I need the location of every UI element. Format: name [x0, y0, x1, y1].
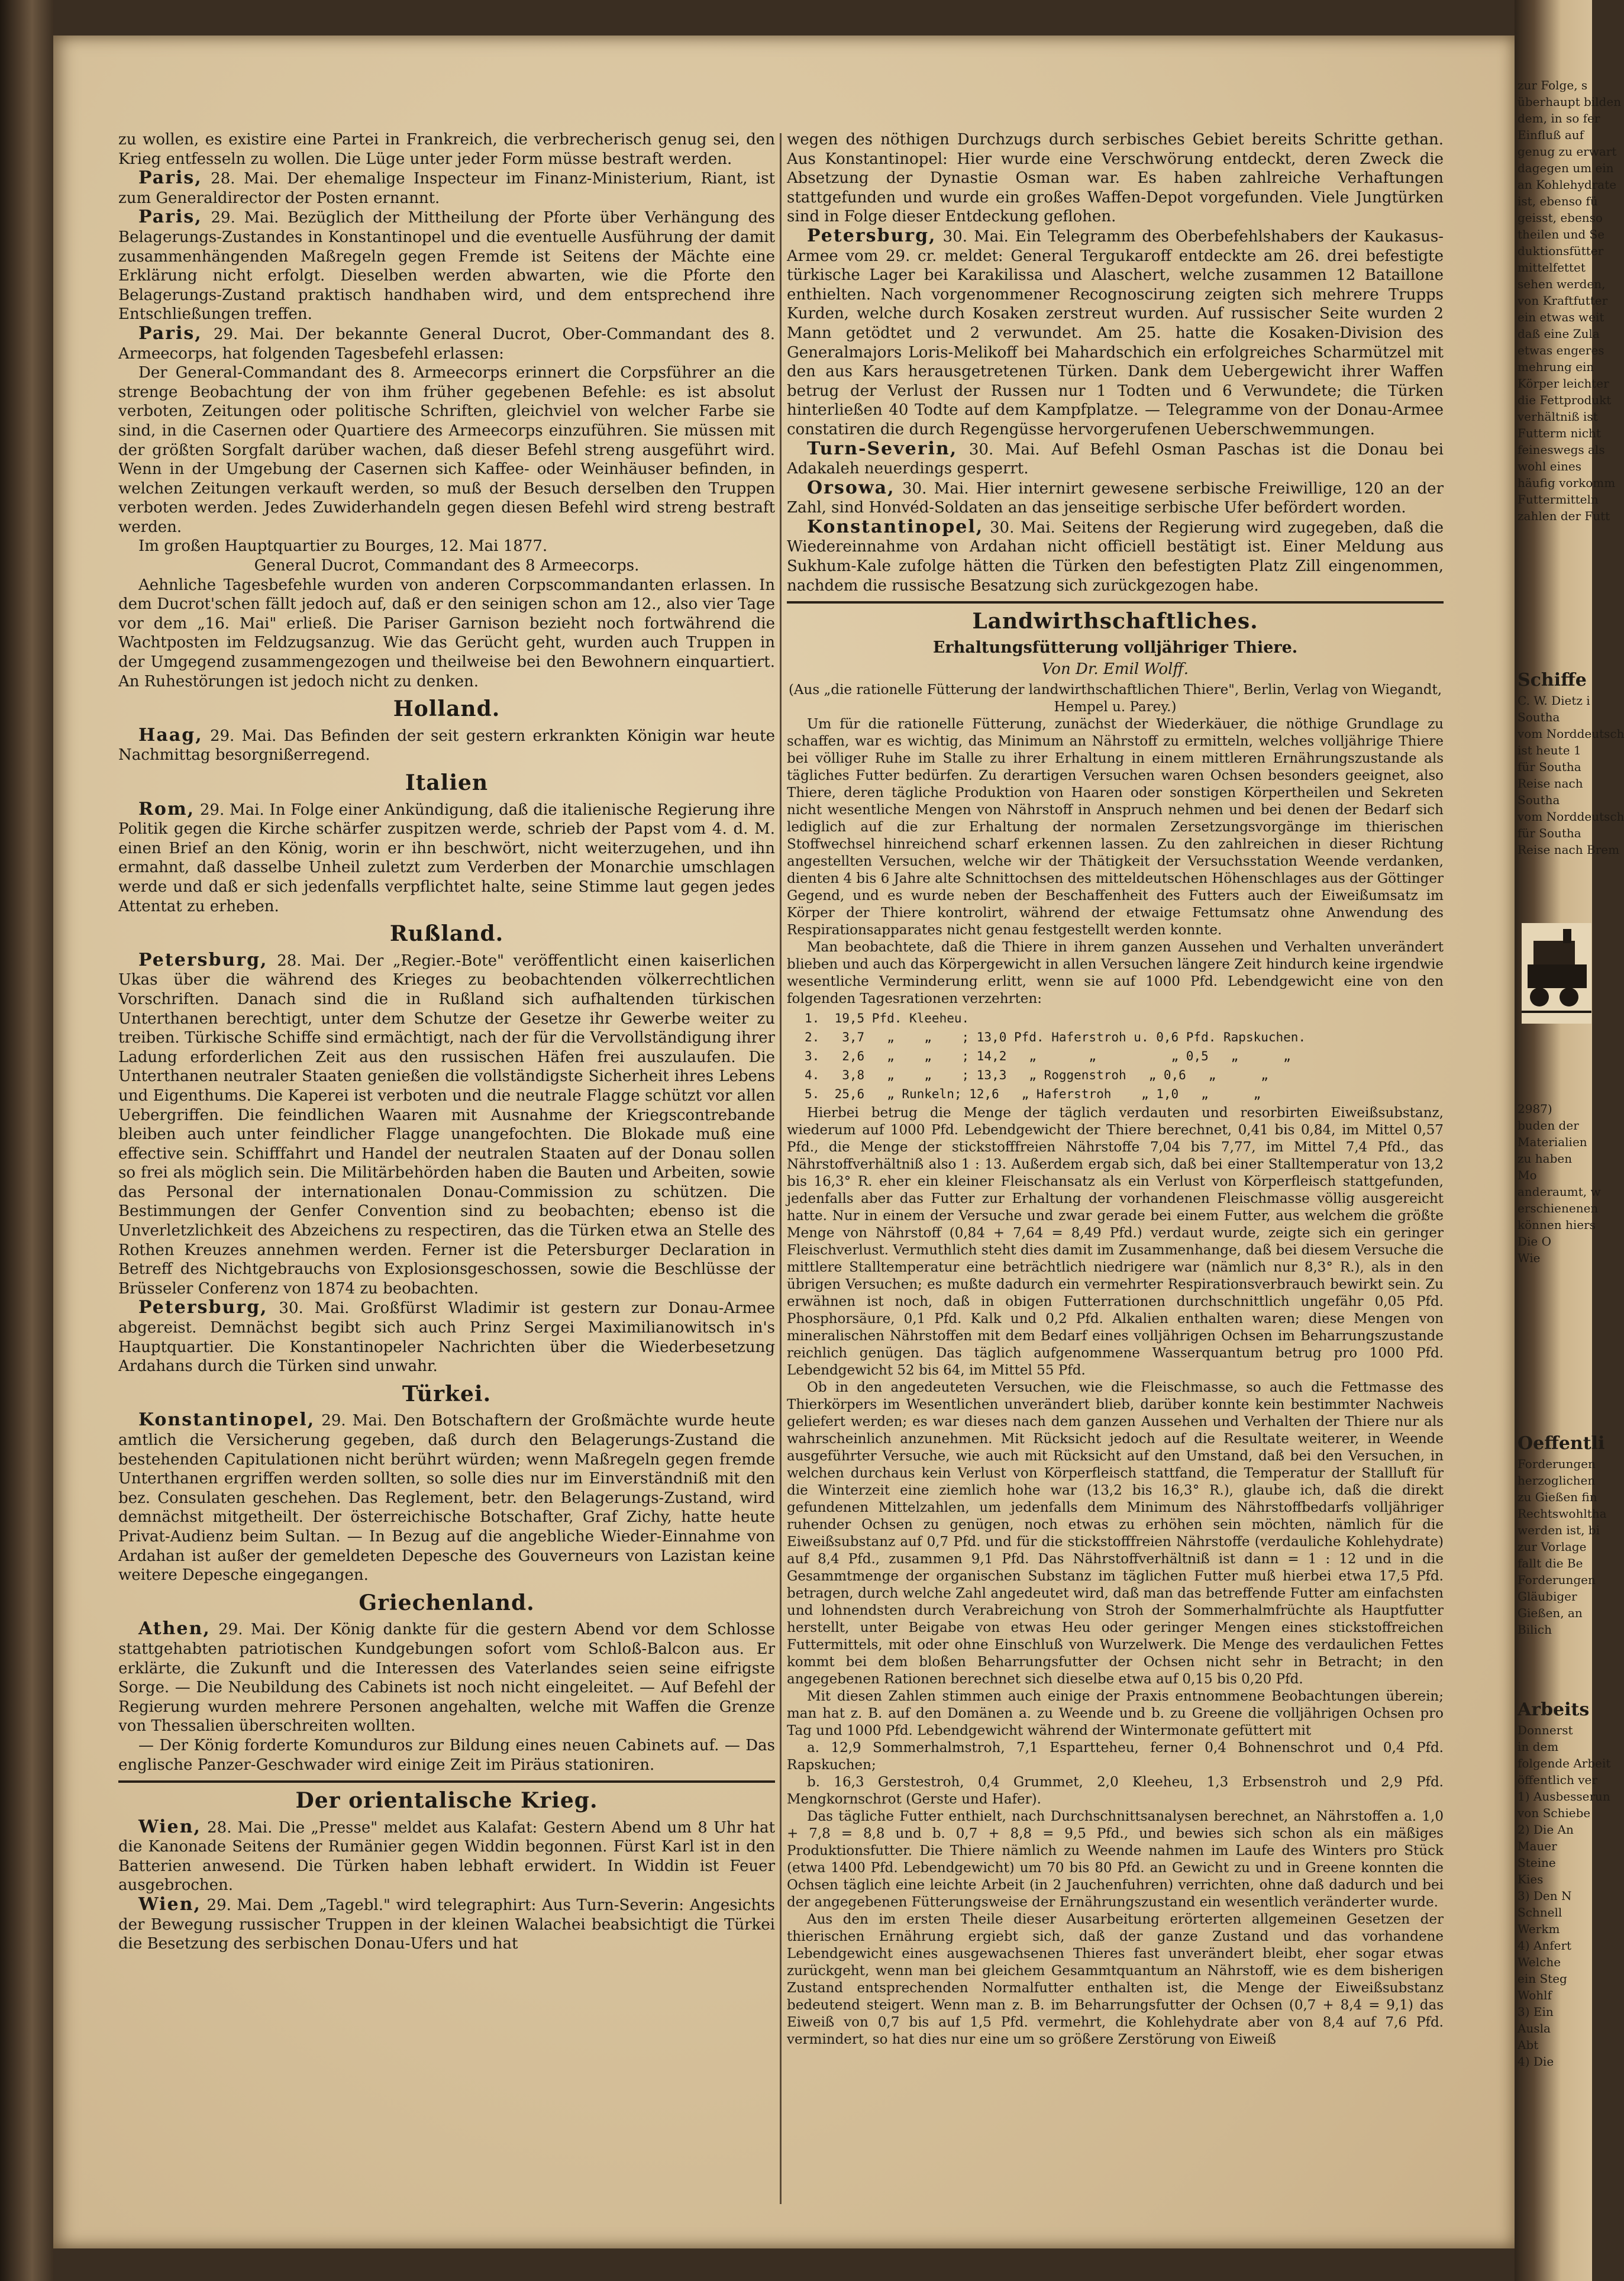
edge-text-line: Materialien — [1518, 1135, 1587, 1149]
edge-text-line: vom Norddeutsch — [1518, 809, 1624, 824]
left-section-heading: Griechenland. — [359, 1590, 535, 1615]
left-paragraph: zu wollen, es existire eine Partei in Frankreich, die verbrecherisch genug sei, den Krieg entfesseln zu wollen. Die Lüge unter jeder Form müsse bestraft werden. — [118, 131, 775, 168]
edge-text-line: die Fettprodukt — [1518, 393, 1612, 407]
left-paragraph: General Ducrot, Commandant des 8 Armeecorps. — [254, 557, 640, 575]
edge-shipping-ad — [1518, 669, 1624, 917]
edge-text-line: ist heute 1 — [1518, 743, 1581, 757]
edge-text-line: Schnell — [1518, 1905, 1562, 1919]
edge-text-line: Abt — [1518, 2038, 1539, 2052]
left-paragraph: Paris, 29. Mai. Der bekannte General Ducrot, Ober-Commandant des 8. Armeecorps, hat folgenden Tagesbefehl erlassen: — [118, 322, 775, 363]
right-paragraph: Konstantinopel, 30. Mai. Seitens der Regierung wird zugegeben, daß die Wiedereinnahme von Ardahan nicht officiell bestätigt ist. Einer Meldung aus Sukhum-Kale zufolge hätten die Türken den befestigten Platz Zill eingenommen, nachdem die russische Besatzung sich zurückgezogen habe. — [787, 516, 1444, 595]
left-paragraph: Aehnliche Tagesbefehle wurden von anderen Corpscommandanten erlassen. In dem Ducrot'schen fällt jedoch auf, daß er den seinigen schon am 12., also vier Tage vor dem „16. Mai" erließ. Die Pariser Garnison bezieht noch fortwährend die Wachtposten im Feldzugsanzug. Wie das Gerücht geht, wurden auch Truppen in der Umgegend zusammengezogen und theilweise bei den Bewohnern einquartiert. An Ruhestörungen ist jedoch nicht zu denken. — [118, 576, 775, 691]
section-rule — [787, 601, 1444, 604]
edge-text-line: genug zu erwart — [1518, 144, 1617, 159]
feature-paragraph-5: Mit diesen Zahlen stimmen auch einige der Praxis entnommene Beobachtungen überein; man hat z. B. auf den Domänen a. zu Weende und b. zu Greene die volljährigen Ochsen pro Tag und 1000 Pfd. Lebendgewicht während der Wintermonate gefüttert mit — [787, 1689, 1444, 1739]
edge-text-line: Reise nach — [1518, 776, 1583, 791]
right-paragraph: Petersburg, 30. Mai. Ein Telegramm des Oberbefehlshabers der Kaukasus-Armee vom 29. cr. meldet: General Tergukaroff entdeckte am 26. drei befestigte türkische Lager bei Karakilissa und Alaschert, welche zusammen 12 Bataillone enthielten. Nach vorgenommener Recognoscirung zeigten sich mehrere Trupps Kurden, welche durch Kosaken zerstreut wurden. Auf russischer Seite wurden 2 Mann getödtet und 2 verwundet. Am 25. hatte die Kosaken-Division des Generalmajors Loris-Melikoff bei Mahardschich ein erfolgreiches Scharmützel mit den aus Kars herausgetretenen Türken. Dank dem Uebergewicht ihrer Waffen betrug der Verlust der Russen nur 1 Todten und 6 Verwundete; die Türken hinterließen 40 Todte auf dem Kampfplatze. — Telegramme von der Donau-Armee constatiren die durch Regengüsse hervorgerufenen Ueberschwemmungen. — [787, 225, 1444, 438]
edge-text-line: Forderungen — [1518, 1457, 1596, 1471]
edge-text-line: häufig vorkomm — [1518, 476, 1616, 490]
edge-text-line: 4) Die — [1518, 2054, 1554, 2069]
edge-text-line: öffentlich ver — [1518, 1773, 1597, 1787]
edge-text-line: für Southa — [1518, 826, 1581, 840]
edge-text-line: Welche — [1518, 1955, 1561, 1969]
edge-text-line: buden der — [1518, 1118, 1579, 1133]
edge-text-line: vom Norddeutsch — [1518, 727, 1624, 741]
edge-text-line: sehen werden, — [1518, 277, 1606, 291]
feature-intro: Um für die rationelle Fütterung, zunächst der Wiederkäuer, die nöthige Grundlage zu schaffen, war es wichtig, das Minimum an Nährstoff zu ermitteln, welches volljährige Thiere bei völliger Ruhe im Stalle zu ihrer Erhaltung in einem mittleren Ernährungszustande als tägliches Futter bedürfen. Zu derartigen Versuchen waren Ochsen besonders geeignet, also Thiere, deren tägliche Produktion von Haaren oder sonstigen Körpertheilen und Sekreten nicht wesentliche Mengen von Nährstoff in Anspruch nehmen und bei denen der Bedarf sich lediglich auf die zur Erhaltung der normalen Zersetzungsvorgänge im thierischen Stoffwechsel hinreichend scharf erkennen lassen. Zu den zahlreichen in dieser Richtung angestellten Versuchen, welche wir der Thätigkeit der Versuchsstation Weende verdanken, dienten 4 bis 6 Jahre alte Schnittochsen des mitteldeutschen Höhenschlages aus der Göttinger Gegend, und es wurde neben der Beschaffenheit des Futters auch der Eiweißumsatz im Körper der Thiere kontrolirt, während der etwaige Fettumsatz ohne Anwendung des Respirationsapparates nicht genau festgestellt werden konnte. — [787, 717, 1444, 938]
edge-text-line: Futtermitteln — [1518, 492, 1599, 506]
edge-text-line: 3) Ein — [1518, 2005, 1554, 2019]
edge-text-line: Steine — [1518, 1856, 1556, 1870]
edge-text-line: verhältniß ist — [1518, 409, 1598, 424]
dateline: Athen, — [138, 1618, 211, 1640]
left-column — [118, 130, 775, 2237]
feature-subtitle: Erhaltungsfütterung volljähriger Thiere. — [932, 638, 1298, 657]
feature-source: (Aus „die rationelle Fütterung der landwirthschaftlichen Thiere", Berlin, Verlag von Wiegandt, Hempel u. Parey.) — [788, 682, 1442, 715]
book-spine — [0, 0, 53, 2281]
edge-text-line: 4) Anfert — [1518, 1938, 1572, 1953]
dateline: Petersburg, — [138, 1297, 268, 1318]
left-section-heading: Holland. — [393, 696, 501, 722]
dateline: Paris, — [138, 207, 202, 228]
edge-text-line: C. W. Dietz i — [1518, 693, 1590, 708]
ration-row: 2. 3,7 „ „ ; 13,0 Pfd. Haferstroh u. 0,6 Pfd. Rapskuchen. — [805, 1030, 1306, 1045]
ration-row: 3. 2,6 „ „ ; 14,2 „ „ „ 0,5 „ „ — [805, 1049, 1291, 1064]
feature-paragraph-4: Ob in den angedeuteten Versuchen, wie die Fleischmasse, so auch die Fettmasse des Thierkörpers im Wesentlichen unverändert blieb, darüber konnte kein bestimmter Nachweis geliefert werden; es war dieses nach dem ganzen Aussehen und Verhalten der Thiere nur als wahrscheinlich anzunehmen. Mit Rücksicht jedoch auf die Resultate weiterer, in Weende ausgeführter Versuche, wie auch mit Rücksicht auf den Umstand, daß bei den Versuchen, in welchen durchaus kein Verlust von Körperfleisch stattfand, die Temperatur der Stallluft für die Winterzeit eine ziemlich hohe war (13,2 bis 16,3° R.), glaube ich, daß die direkt gefundenen Mittelzahlen, um jedenfalls dem Minimum des Nährstoffbedarfs volljähriger ruhender Ochsen zu genügen, noch etwas zu erhöhen sein möchten, nämlich für die Eiweißsubstanz auf 0,7 Pfd. und für die stickstofffreien Nährstoffe (verdauliche Kohlehydrate) auf 8,4 Pfd., zusammen 9,1 Pfd. Das Nährstoffverhältniß ist dann = 1 : 12 und in die Gesammtmenge der organischen Substanz im täglichen Futter muß hierbei etwa 17,5 Pfd. betragen, durch welche Zahl angedeutet wird, daß man das betreffende Futter am einfachsten und lohnendsten durch Verabreichung von Stroh der Sommerhalmfrüchte als Hauptfutter herstellt, unter Beigabe von etwas Heu oder geringer Mengen eines stickstoffreichen Futtermittels, mit oder ohne Einschluß von Wurzelwerk. Die Menge des verdaulichen Fettes kommt bei dem bloßen Beharrungsfutter der Ochsen nicht sehr in Betracht; in den angegebenen Rationen berechnet sich dieselbe etwa auf 0,15 bis 0,20 Pfd. — [787, 1380, 1444, 1688]
ration-row: 4. 3,8 „ „ ; 13,3 „ Roggenstroh „ 0,6 „ „ — [805, 1068, 1268, 1083]
edge-text-line: mehrung ein — [1518, 360, 1594, 374]
dateline: Turn-Severin, — [807, 438, 958, 459]
dateline: Rom, — [138, 798, 195, 820]
edge-notice-heading: Oeffentli — [1518, 1433, 1605, 1454]
edge-text-line: Southa — [1518, 710, 1560, 724]
left-section-heading: Rußland. — [389, 921, 504, 947]
left-paragraph: Der General-Commandant des 8. Armeecorps erinnert die Corpsführer an die strenge Beobachtung der von ihm früher gegebenen Befehle: es ist absolut verboten, Zeitungen oder politische Schriften, gleichviel von welcher Farbe sie sind, in die Casernen oder Quartiere des Armeecorps einzuführen. Sie müssen mit der größten Sorgfalt darüber wachen, daß dieser Befehl streng ausgeführt wird. Wenn in der Umgebung der Casernen sich Kaffee- oder Weinhäuser befinden, in welchen Zeitungen verkauft werden, so muß der Besuch derselben den Truppen verboten werden. Jedes Zuwiderhandeln gegen diesen Befehl wird streng bestraft werden. — [118, 364, 775, 536]
edge-text-line: von Schiebe — [1518, 1806, 1591, 1820]
edge-text-line: Körper leichter — [1518, 376, 1609, 391]
dateline: Wien, — [138, 1894, 201, 1915]
edge-text-line: für Southa — [1518, 760, 1581, 774]
edge-text-line: zu Gießen fin — [1518, 1490, 1597, 1504]
edge-text-line: an Kohlehydrate — [1518, 178, 1617, 192]
edge-text-line: geisst, ebenso — [1518, 211, 1603, 225]
edge-text-line: theilen und Se — [1518, 227, 1605, 241]
left-paragraph: Haag, 29. Mai. Das Befinden der seit gestern erkrankten Königin war heute Nachmittag besorgnißerregend. — [118, 724, 775, 764]
edge-text-line: 2987) — [1518, 1102, 1552, 1116]
left-paragraph: Petersburg, 28. Mai. Der „Regier.-Bote" veröffentlicht einen kaiserlichen Ukas über die während des Krieges zu beobachtenden völkerrechtlichen Vorschriften. Danach sind die in Rußland sich aufhaltenden türkischen Unterthanen berechtigt, unter dem Schutze der Gesetze ihr Gewerbe weiter zu treiben. Türkische Schiffe sind ermächtigt, nach der für die Vervollständigung ihrer Ladung erforderlichen Zeit aus den russischen Häfen frei auszulaufen. Die Unterthanen neutraler Staaten genießen die vollständigste Sicherheit ihres Lebens und Eigenthums. Die Kaperei ist verboten und die neutrale Flagge schützt vor allen Uebergriffen. Die feindlichen Waaren mit Ausnahme der Kriegscontrebande bleiben auch unter feindlicher Flagge unangefochten. Die Blokade muß eine effective sein. Schifffahrt und Handel der neutralen Staaten auf der Donau sollen so frei als möglich sein. Die Militärbehörden haben die Bauten und Arbeiten, sowie das Personal der internationalen Donau-Commission zu schützen. Die Bestimmungen der Genfer Convention sind zu beobachten; ebenso ist die Unverletzlichkeit des Abzeichens zu respectiren, das die Türken etwa an Stelle des Rothen Kreuzes annehmen werden. Ferner ist die Petersburger Declaration in Betreff des Nichtgebrauchs von Explosionsgeschossen, sowie die Beschlüsse der Brüsseler Conferenz von 1874 zu beobachten. — [118, 949, 775, 1298]
dateline: Haag, — [138, 724, 203, 746]
right-news-items — [787, 130, 1444, 595]
edge-article-fragment — [1518, 77, 1622, 657]
edge-text-line: zu haben — [1518, 1151, 1573, 1166]
edge-text-line: Kies — [1518, 1872, 1544, 1886]
left-paragraph: Petersburg, 30. Mai. Großfürst Wladimir ist gestern zur Donau-Armee abgereist. Demnächst begibt sich auch Prinz Sergei Maximilianowitsch in's Hauptquartier. Die Konstantinopeler Nachrichten über die Wiederbesetzung Ardahans durch die Türken sind unwahr. — [118, 1297, 775, 1376]
edge-text-line: Mo — [1518, 1168, 1537, 1182]
left-paragraph: Im großen Hauptquartier zu Bourges, 12. Mai 1877. — [138, 537, 548, 556]
edge-text-line: 2) Die An — [1518, 1822, 1574, 1837]
edge-text-line: folgende Arbeit — [1518, 1756, 1611, 1770]
edge-text-line: Einfluß auf — [1518, 128, 1584, 142]
edge-text-line: dagegen um ein — [1518, 161, 1614, 175]
right-column — [787, 130, 1444, 2237]
edge-text-line: ist, ebenso fü — [1518, 194, 1598, 208]
edge-text-line: Futterm nicht — [1518, 426, 1601, 440]
edge-text-line: Die O — [1518, 1234, 1552, 1248]
edge-text-line: Gießen, an — [1518, 1606, 1583, 1620]
edge-work-heading: Arbeits — [1518, 1699, 1590, 1720]
edge-text-line: von Kraftfutter — [1518, 293, 1608, 308]
edge-text-line: feineswegs als — [1518, 443, 1605, 457]
feature-paragraph-6: Das tägliche Futter enthielt, nach Durchschnittsanalysen berechnet, an Nährstoffen a. 1,0 + 7,8 = 8,8 und b. 0,7 + 8,8 = 9,5 Pfd., und bewies sich schon als ein mäßiges Produktionsfutter. Die Thiere nämlich zu Weende nahmen im Laufe des Winters pro Stück (etwa 1400 Pfd. Lebendgewicht) um 70 bis 80 Pfd. an Gewicht zu und in Greene konnten die Ochsen täglich eine leichte Arbeit (in 2 Jauchenfuhren) verrichten, ohne daß dadurch und bei der angegebenen Fütterungsweise der Ernährungszustand ein wesentlich veränderter wurde. — [787, 1809, 1444, 1911]
left-section-heading: Italien — [405, 770, 489, 795]
dateline: Orsowa, — [807, 477, 895, 498]
edge-text-line: dem, in so fer — [1518, 111, 1600, 125]
edge-text-line: anderaumt, w — [1518, 1185, 1601, 1199]
feature-byline: Von Dr. Emil Wolff. — [1041, 660, 1189, 679]
feature-ration-b: b. 16,3 Gerstestroh, 0,4 Grummet, 2,0 Kleeheu, 1,3 Erbsenstroh und 2,9 Pfd. Mengkornschrot (Gerste und Hafer). — [787, 1775, 1444, 1808]
column-divider — [780, 133, 782, 2204]
feature-paragraph-7: Aus den im ersten Theile dieser Ausarbeitung erörterten allgemeinen Gesetzen der thierischen Ernährung ergiebt sich, daß der ganze Zustand und das vorhandene Lebendgewicht eines ausgewachsenen Thieres fast unverändert bleibt, eher sogar etwas zurückgeht, wenn man bei gleichem Gesammtquantum an Nährstoff, wie es dem bisherigen Zustand entsprechenden Normalfutter enthalten ist, die Menge der Eiweißsubstanz bedeutend steigert. Wenn man z. B. im Beharrungsfutter der Ochsen (0,7 + 8,4 = 9,1) das Eiweiß von 0,7 bis auf 1,5 Pfd. vermehrt, die Kohlehydrate aber von 8,4 auf 7,6 Pfd. vermindert, so hat dies nur eine um so größere Zerstörung von Eiweiß — [787, 1912, 1444, 2048]
feature-paragraph-2: Man beobachtete, daß die Thiere in ihrem ganzen Aussehen und Verhalten unverändert blieben und auch das Körpergewicht in allen Versuchen längere Zeit hindurch keine irgendwie wesentliche Verminderung erlitt, wenn sie auf 1000 Pfd. Lebendgewicht eine von den folgenden Tagesrationen verzehrten: — [787, 940, 1444, 1007]
edge-text-line: Mauer — [1518, 1839, 1557, 1853]
edge-text-line: mittelfettet — [1518, 260, 1586, 275]
right-paragraph: Turn-Severin, 30. Mai. Auf Befehl Osman Paschas ist die Donau bei Adakaleh neuerdings gesperrt. — [787, 438, 1444, 478]
left-section-heading: Der orientalische Krieg. — [295, 1788, 598, 1814]
edge-text-line: zur Folge, s — [1518, 78, 1588, 92]
ration-row: 1. 19,5 Pfd. Kleeheu. — [805, 1011, 970, 1026]
edge-text-line: Southa — [1518, 793, 1560, 807]
edge-shipping-heading: Schiffe — [1518, 670, 1587, 691]
left-section-heading: Türkei. — [402, 1381, 492, 1406]
right-paragraph: Orsowa, 30. Mai. Hier internirt gewesene serbische Freiwillige, 120 an der Zahl, sind Honvéd-Soldaten an das jenseitige serbische Ufer befördert worden. — [787, 477, 1444, 517]
edge-text-line: zahlen der Futt — [1518, 509, 1610, 523]
edge-text-line: Gläubiger — [1518, 1589, 1577, 1604]
dateline: Petersburg, — [807, 225, 937, 246]
dateline: Konstantinopel, — [138, 1409, 315, 1431]
edge-text-line: etwas engeres — [1518, 343, 1604, 357]
edge-text-line: Forderungen — [1518, 1573, 1596, 1587]
edge-text-line: Reise nach Brem — [1518, 843, 1620, 857]
edge-text-line: Rechtswohltha — [1518, 1506, 1607, 1521]
locomotive-icon — [1522, 923, 1591, 1024]
dateline: Wien, — [138, 1816, 201, 1837]
feature-paragraph-3: Hierbei betrug die Menge der täglich verdauten und resorbirten Eiweißsubstanz, wiederum auf 1000 Pfd. Lebendgewicht der Thiere berechnet, 0,41 bis 0,84, im Mittel 0,57 Pfd., die Menge der stickstofffreien Nährstoffe 7,04 bis 7,77, im Mittel 7,4 Pfd., das Nährstoffverhältniß also 1 : 13. Außerdem ergab sich, daß bei einer Stalltemperatur von 13,2 bis 16,3° R. eher ein kleiner Fleischansatz als ein Verlust von Körperfleisch stattgefunden, jedenfalls aber das Futter zur Erhaltung der vorhandenen Fleischmasse völlig ausgereicht hatte. Nur in einem der Versuche und zwar gerade bei einem Futter, aus welchem die größte Menge von Nährstoff (0,84 + 7,64 = 8,49 Pfd.) verdaut wurde, zeigte sich ein geringer Fleischverlust. Vermuthlich steht dies damit im Zusammenhange, daß bei diesem Versuche die mittlere Stalltemperatur eine beträchtlich niedrigere war (nämlich nur 8,3° R.), als in den übrigen Versuchen; es mußte dadurch ein vermehrter Respirationsverbrauch bewirkt sein. Zu erwähnen ist noch, daß in obigen Futterrationen durchschnittlich ungefähr 0,05 Pfd. Phosphorsäure, 0,1 Pfd. Kalk und 0,2 Pfd. Alkalien enthalten waren; diese Mengen von mineralischen Nährstoffen mit dem Bedarf eines volljährigen Ochsen im Beharrungszustande reichlich genügen. Das täglich aufgenommene Wasserquantum betrug pro 1000 Pfd. Lebendgewicht 52 bis 64, im Mittel 55 Pfd. — [787, 1105, 1444, 1379]
edge-text-line: Wie — [1518, 1251, 1541, 1265]
right-paragraph: wegen des nöthigen Durchzugs durch serbisches Gebiet bereits Schritte gethan. Aus Konstantinopel: Hier wurde eine Verschwörung entdeckt, deren Zweck die Absetzung der Dynastie Osman war. Es haben zahlreiche Verhaftungen stattgefunden und wurde ein großes Waffen-Depot vorgefunden. Viele Jungtürken sind in Folge dieser Entdeckung geflohen. — [787, 131, 1444, 226]
edge-public-notice — [1518, 1432, 1607, 1686]
dateline: Paris, — [138, 167, 202, 189]
dateline: Konstantinopel, — [807, 516, 984, 537]
edge-text-line: Werkm — [1518, 1922, 1560, 1936]
edge-text-line: ein etwas weit — [1518, 310, 1604, 324]
ration-row: 5. 25,6 „ Runkeln; 12,6 „ Haferstroh „ 1,0 „ „ — [805, 1087, 1261, 1102]
left-paragraph: Konstantinopel, 29. Mai. Den Botschaftern der Großmächte wurde heute amtlich die Versicherung gegeben, daß durch den Belagerungs-Zustand die bestehenden Capitulationen nicht berührt würden; wenn Maßregeln gegen fremde Unterthanen ergriffen werden sollten, so solle dies nur im Einverständniß mit den bez. Consulaten geschehen. Das Reglement, betr. den Belagerungs-Zustand, wird demnächst mitgetheilt. Der österreichische Botschafter, Graf Zichy, hatte heute Privat-Audienz beim Sultan. — In Bezug auf die angebliche Wieder-Einnahme von Ardahan ist außer der gemeldeten Depesche des Gouverneurs von Lazistan keine weitere Depesche eingegangen. — [118, 1409, 775, 1585]
edge-misc-ad — [1518, 1101, 1601, 1396]
edge-text-line: in dem — [1518, 1740, 1559, 1754]
left-paragraph: Rom, 29. Mai. In Folge einer Ankündigung, daß die italienische Regierung ihre Politik gegen die Kirche schärfer zuspitzen werde, schrieb der Papst vom 4. d. M. einen Brief an den König, worin er ihn beschwört, nicht weiterzugehen, und ihn ermahnt, daß dasselbe Unheil zuletzt zum Verderben der Monarchie umschlagen werde und daß er sich jedenfalls verpflichtet halte, seine Stimme laut gegen jedes Attentat zu erheben. — [118, 798, 775, 915]
edge-text-line: wohl eines — [1518, 459, 1582, 473]
left-paragraph: Athen, 29. Mai. Der König dankte für die gestern Abend vor dem Schlosse stattgehabten patriotischen Kundgebungen sofort vom Schloß-Balcon aus. Er erklärte, die Zukunft und die Interessen des Vaterlandes seien seine eifrigste Sorge. — Die Neubildung des Cabinets ist noch nicht eingeleitet. — Auf Befehl der Regierung wurden mehrere Personen angehalten, welche mit Waffen die Grenze von Thessalien überschreiten wollten. — [118, 1618, 775, 1735]
edge-text-line: daß eine Zula — [1518, 327, 1600, 341]
edge-text-line: überhaupt bilden — [1518, 95, 1622, 109]
feature-ration-a: a. 12,9 Sommerhalmstroh, 7,1 Espartteheu, ferner 0,4 Bohnenschrot und 0,4 Pfd. Rapskuchen; — [787, 1740, 1444, 1773]
edge-text-line: 1) Ausbesserun — [1518, 1789, 1610, 1803]
edge-text-line: erschienenen — [1518, 1201, 1599, 1215]
left-paragraph: — Der König forderte Komunduros zur Bildung eines neuen Cabinets auf. — Das englische Panzer-Geschwader wird einige Zeit im Piräus stationiren. — [118, 1736, 775, 1774]
dateline: Paris, — [138, 322, 202, 344]
left-paragraph: Wien, 28. Mai. Die „Presse" meldet aus Kalafat: Gestern Abend um 8 Uhr hat die Kanonade Seitens der Rumänier gegen Widdin begonnen. Fürst Karl ist in den Batterien anwesend. Die Türken haben lebhaft erwidert. In Widdin ist Feuer ausgebrochen. — [118, 1816, 775, 1895]
dateline: Petersburg, — [138, 949, 268, 970]
edge-text-line: 3) Den N — [1518, 1889, 1572, 1903]
edge-text-line: Wohlf — [1518, 1988, 1552, 2002]
edge-text-line: zur Vorlage — [1518, 1540, 1587, 1554]
left-rule — [118, 1780, 775, 1783]
edge-work-notice — [1518, 1698, 1611, 2243]
edge-text-line: fallt die Be — [1518, 1556, 1583, 1570]
edge-text-line: duktionsfütter — [1518, 244, 1604, 258]
edge-text-line: Ausla — [1518, 2021, 1551, 2035]
left-paragraph: Paris, 28. Mai. Der ehemalige Inspecteur im Finanz-Ministerium, Riant, ist zum Generaldirector der Posten ernannt. — [118, 167, 775, 207]
edge-text-line: können hiers — [1518, 1218, 1596, 1232]
feature-title: Landwirthschaftliches. — [972, 609, 1258, 634]
ration-table — [787, 1010, 1444, 1102]
left-paragraph: Paris, 29. Mai. Bezüglich der Mittheilung der Pforte über Verhängung des Belagerungs-Zustandes in Konstantinopel und die eventuelle Ausführung der damit zusammenhängenden Maßregeln gegen Fremde ist Seitens der Mächte eine Erklärung nicht erfolgt. Dieselben werden abwarten, wie die Pforte den Belagerungs-Zustand praktisch handhaben wird, und dem entsprechend ihre Entschließungen treffen. — [118, 207, 775, 324]
edge-text-line: werden ist, bi — [1518, 1523, 1600, 1537]
edge-text-line: ein Steg — [1518, 1972, 1567, 1986]
edge-text-line: Bilich — [1518, 1622, 1552, 1637]
edge-text-line: Donnerst — [1518, 1723, 1573, 1737]
left-paragraph: Wien, 29. Mai. Dem „Tagebl." wird telegraphirt: Aus Turn-Severin: Angesichts der Bewegung russischer Truppen in der kleinen Walachei beabsichtigt die Türkei die Besetzung des serbischen Donau-Ufers und hat — [118, 1894, 775, 1953]
edge-text-line: herzoglichen — [1518, 1473, 1596, 1488]
